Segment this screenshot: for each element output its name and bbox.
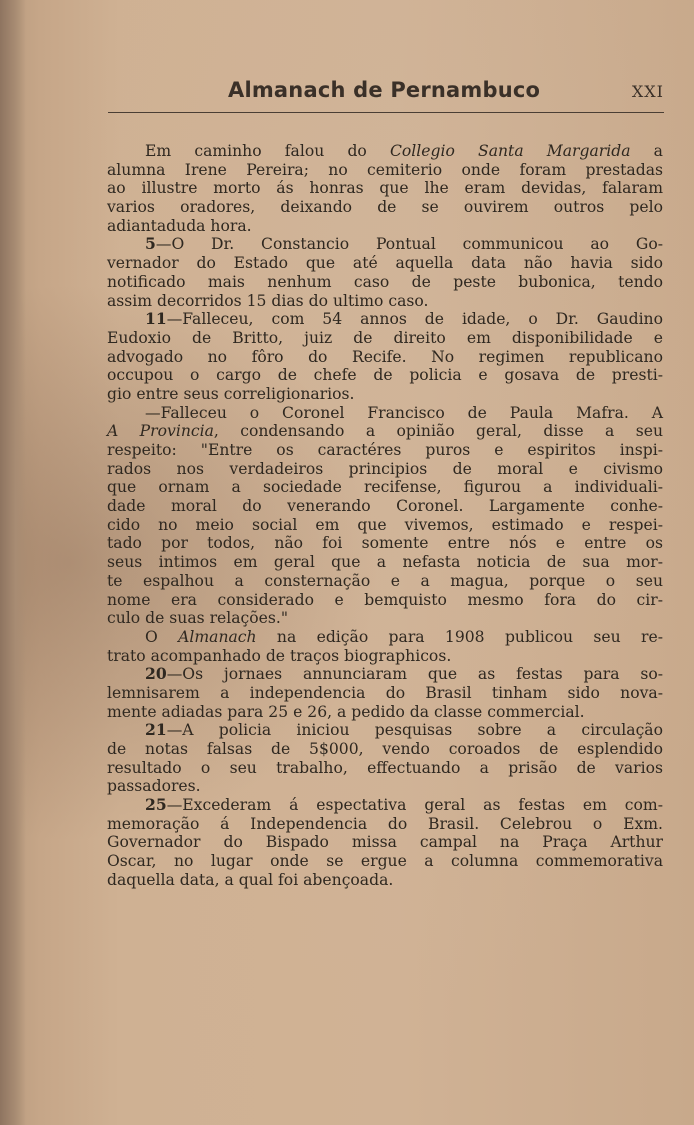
text-line <box>107 591 663 610</box>
text-span: —A policia iniciou pesquisas sobre a circulação <box>166 721 663 740</box>
paragraph <box>107 628 663 665</box>
text-span: assim decorridos 15 dias do ultimo caso. <box>107 291 429 310</box>
paragraph <box>107 310 663 403</box>
text-span: Em caminho falou do <box>145 142 390 160</box>
text-line <box>107 516 663 535</box>
text-line <box>107 385 663 404</box>
text-span: na edição para 1908 publicou seu re- <box>256 627 663 646</box>
text-line <box>107 217 663 236</box>
running-head <box>108 72 664 108</box>
text-line <box>107 647 663 666</box>
text-line <box>107 553 663 572</box>
text-line <box>107 366 663 385</box>
text-span: memoração á Independencia do Brasil. Celebrou o Exm. <box>107 814 663 833</box>
text-line <box>107 871 663 890</box>
text-span: Eudoxio de Britto, juiz de direito em disponibilidade e <box>107 328 663 347</box>
text-span: adiantaduda hora. <box>107 216 252 235</box>
text-line <box>107 740 663 759</box>
text-span: , condensando a opinião geral, disse a seu <box>213 422 663 441</box>
text-span: Governador do Bispado missa campal na Praça Arthur <box>107 833 663 852</box>
text-span: trato acompanhado de traços biographicos. <box>107 646 452 665</box>
text-span: —Excederam á espectativa geral as festas em com- <box>166 796 663 815</box>
text-span: respeito: "Entre os caractéres puros e espiritos inspi- <box>107 441 663 459</box>
text-line <box>107 348 663 367</box>
italic-title: Collegio Santa Margarida <box>389 142 631 160</box>
italic-title: A Provincia <box>107 422 214 441</box>
text-line <box>107 478 663 497</box>
paragraph <box>107 235 663 310</box>
page-number: XXI <box>631 82 664 101</box>
text-span: seus intimos em geral que a nefasta noticia de sua mor- <box>107 553 663 572</box>
text-span: de notas falsas de 5$000, vendo coroados de esplendido <box>107 740 663 758</box>
text-span: —Falleceu o Coronel Francisco de Paula Mafra. A <box>145 403 663 422</box>
text-line <box>107 852 663 871</box>
text-span: O <box>145 627 179 646</box>
text-line <box>107 441 663 460</box>
text-span: dade moral do venerando Coronel. Largamente conhe- <box>107 497 663 516</box>
text-line <box>107 161 663 180</box>
text-span: occupou o cargo de chefe de policia e gosava de presti- <box>107 366 663 385</box>
paragraph <box>107 796 663 889</box>
text-line <box>107 273 663 292</box>
entry-date-number: 5 <box>145 234 156 254</box>
entry-date-number: 11 <box>145 309 167 329</box>
italic-title: Almanach <box>178 627 257 646</box>
text-line <box>107 422 663 441</box>
text-span: daquella data, a qual foi abençoada. <box>107 870 394 889</box>
text-line <box>107 198 663 217</box>
text-line <box>107 404 663 423</box>
text-span: —O Dr. Constancio Pontual communicou ao Go- <box>155 235 663 254</box>
book-spine-shadow <box>0 0 26 1125</box>
text-span: rados nos verdadeiros principios de moral e civismo <box>107 459 663 478</box>
text-line <box>107 684 663 703</box>
text-line <box>107 815 663 834</box>
text-span: ao illustre morto ás honras que lhe eram devidas, falaram <box>107 179 663 198</box>
text-line <box>107 235 663 254</box>
text-line <box>107 329 663 348</box>
text-span: —Falleceu, com 54 annos de idade, o Dr. Gaudino <box>166 310 663 329</box>
entry-date-number: 25 <box>145 795 167 815</box>
text-span: nome era considerado e bemquisto mesmo fora do cir- <box>107 590 663 609</box>
text-span: a <box>630 142 663 160</box>
entry-date-number: 21 <box>145 720 167 740</box>
text-line <box>107 665 663 684</box>
text-span: cido no meio social em que vivemos, estimado e respei- <box>107 515 663 534</box>
text-span: Oscar, no lugar onde se ergue a columna commemorativa <box>107 852 663 871</box>
text-span: advogado no fôro do Recife. No regimen republicano <box>107 347 663 366</box>
paragraph <box>107 665 663 721</box>
text-span: notificado mais nenhum caso de peste bubonica, tendo <box>107 272 663 291</box>
text-line <box>107 179 663 198</box>
text-line <box>107 572 663 591</box>
page-body <box>107 142 663 890</box>
text-line <box>107 310 663 329</box>
text-line <box>107 292 663 311</box>
text-line <box>107 796 663 815</box>
text-line <box>107 833 663 852</box>
text-span: resultado o seu trabalho, effectuando a prisão de varios <box>107 758 663 777</box>
text-line <box>107 142 663 161</box>
entry-date-number: 20 <box>145 664 167 684</box>
text-line <box>107 460 663 479</box>
text-line <box>107 777 663 796</box>
text-span: que ornam a sociedade recifense, figurou a individuali- <box>107 478 663 497</box>
text-span: vernador do Estado que até aquella data não havia sido <box>107 254 663 273</box>
text-span: te espalhou a consternação e a magua, porque o seu <box>107 571 663 590</box>
paragraph <box>107 142 663 235</box>
text-span: varios oradores, deixando de se ouvirem outros pelo <box>107 198 663 217</box>
text-span: tado por todos, não foi somente entre nós e entre os <box>107 534 663 553</box>
text-span: gio entre seus correligionarios. <box>107 384 355 403</box>
text-line <box>107 497 663 516</box>
text-span: passadores. <box>107 777 201 796</box>
text-line <box>107 254 663 273</box>
text-line <box>107 721 663 740</box>
text-span: alumna Irene Pereira; no cemiterio onde foram prestadas <box>107 160 663 179</box>
text-span: culo de suas relações." <box>107 609 289 628</box>
text-line <box>107 609 663 628</box>
text-line <box>107 759 663 778</box>
header-rule <box>108 112 664 113</box>
text-line <box>107 703 663 722</box>
text-span: —Os jornaes annunciaram que as festas para so- <box>166 665 663 684</box>
text-span: lemnisarem a independencia do Brasil tinham sido nova- <box>107 683 663 702</box>
text-line <box>107 628 663 647</box>
text-line <box>107 534 663 553</box>
text-span: mente adiadas para 25 e 26, a pedido da classe commercial. <box>107 702 585 721</box>
paragraph <box>107 404 663 628</box>
running-title: Almanach de Pernambuco <box>228 78 541 102</box>
paragraph <box>107 721 663 796</box>
